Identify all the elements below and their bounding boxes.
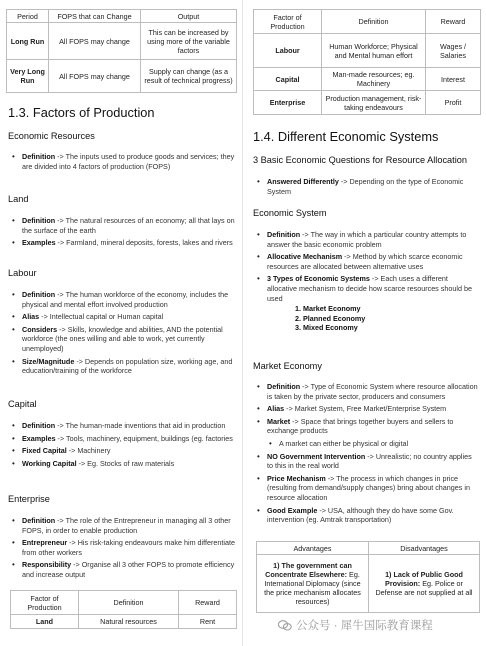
list-item: • Allocative Mechanism -> Method by which scarce economic resources are allocated between alternative uses (253, 252, 479, 271)
period-table-header: FOPS that can Change (49, 10, 141, 23)
reward-cell: Profit (426, 91, 481, 115)
factors-table-header: Definition (322, 10, 426, 34)
definition-cell: Man-made resources; eg. Machinery (322, 68, 426, 91)
factors-table-left (10, 590, 236, 629)
list-economic-resources (8, 152, 236, 174)
list-item: • Responsibility -> Organise all 3 other FOPS to promote efficiency and increase output (8, 560, 236, 579)
wechat-icon (278, 620, 292, 631)
heading-economic-system: Economic System (253, 208, 327, 218)
period-cell: Long Run (7, 23, 49, 60)
definition-cell: Natural resources (79, 615, 179, 629)
list-item: • Definition -> Type of Economic System where resource allocation is taken by the private sector, producers and consumers (253, 382, 479, 401)
list-item: • Good Example -> USA, although they do have some Gov. intervention (eg. Amtrak transportation) (253, 506, 479, 525)
reward-cell: Rent (179, 615, 237, 629)
list-item: • Examples -> Farmland, mineral deposits, forests, lakes and rivers (8, 238, 236, 248)
factors-table-right (253, 9, 480, 115)
factors-table-header: Definition (79, 591, 179, 615)
list-item: • Definition -> The role of the Entrepreneur in managing all 3 other FOPS, in order to enable production (8, 516, 236, 535)
list-item: • Fixed Capital -> Machinery (8, 446, 236, 456)
list-economic-system (253, 230, 479, 335)
reward-cell: Interest (426, 68, 481, 91)
list-item: • NO Government Intervention -> Unrealistic; no country applies to this in the real world (253, 452, 479, 471)
list-item: • Definition -> The way in which a particular country attempts to answer the basic economic problem (253, 230, 479, 249)
output-cell: This can be increased by using more of the variable factors (141, 23, 237, 60)
list-item: • Examples -> Tools, machinery, equipment, buildings (eg. factories (8, 434, 236, 444)
list-item: • Market -> Space that brings together buyers and sellers to exchange products (253, 417, 479, 436)
advantages-header: Advantages (257, 542, 369, 555)
economic-system-types (267, 304, 479, 332)
list-basic-questions (253, 177, 479, 199)
list-item: • 3 Types of Economic Systems -> Each uses a different allocative mechanism to decide how scarce resources should be used 1. Market Economy 2. Planned Economy 3. Mixed Economy (253, 274, 479, 332)
watermark-text: 公众号 · 犀牛国际教育课程 (296, 620, 433, 632)
disadvantages-header: Disadvantages (369, 542, 480, 555)
list-item: • Alias -> Market System, Free Market/Enterprise System (253, 404, 479, 414)
factor-cell: Capital (254, 68, 322, 91)
list-item: • Considers -> Skills, knowledge and abilities, AND the potential workforce (the ones willing and able to work, yet currently unemployed) (8, 325, 236, 354)
list-market-economy (253, 382, 479, 528)
period-table (6, 9, 236, 93)
period-table-header: Output (141, 10, 237, 23)
list-item: • Definition -> The natural resources of an economy; all that lays on the surface of the earth (8, 216, 236, 235)
column-divider (242, 0, 243, 646)
factors-table-header: Factor of Production (11, 591, 79, 615)
fops-cell: All FOPS may change (49, 60, 141, 93)
disadvantage-cell: 1) Lack of Public Good Provision: Eg. Police or Defense are not supplied at all (369, 555, 480, 613)
heading-land: Land (8, 194, 29, 204)
system-type: 1. Market Economy (303, 304, 479, 313)
reward-cell: Wages / Salaries (426, 34, 481, 68)
list-sub-item: • A market can either be physical or digital (253, 439, 479, 449)
output-cell: Supply can change (as a result of technical progress) (141, 60, 237, 93)
section-title-systems: 1.4. Different Economic Systems (253, 129, 439, 144)
heading-market-economy: Market Economy (253, 361, 322, 371)
advantages-table (256, 541, 479, 613)
heading-enterprise: Enterprise (8, 494, 50, 504)
factor-cell: Enterprise (254, 91, 322, 115)
list-item: • Definition -> The human-made inventions that aid in production (8, 421, 236, 431)
factors-table-header: Reward (426, 10, 481, 34)
factors-table-header: Factor of Production (254, 10, 322, 34)
system-type: 3. Mixed Economy (303, 323, 479, 332)
list-item: • Entrepreneur -> His risk-taking endeavours make him differentiate from other workers (8, 538, 236, 557)
system-type: 2. Planned Economy (303, 314, 479, 323)
list-land (8, 216, 236, 251)
factor-cell: Land (11, 615, 79, 629)
heading-labour: Labour (8, 268, 37, 278)
definition-cell: Human Workforce; Physical and Mental human effort (322, 34, 426, 68)
heading-economic-resources: Economic Resources (8, 131, 95, 141)
list-item: • Answered Differently -> Depending on the type of Economic System (253, 177, 479, 196)
heading-basic-questions: 3 Basic Economic Questions for Resource Allocation (253, 155, 467, 165)
fops-cell: All FOPS may change (49, 23, 141, 60)
list-item: • Definition -> The human workforce of the economy, includes the physical and mental effort involved production (8, 290, 236, 309)
factor-cell: Labour (254, 34, 322, 68)
list-item: • Alias -> Intellectual capital or Human capital (8, 312, 236, 322)
list-enterprise (8, 516, 236, 583)
list-item: • Definition -> The inputs used to produce goods and services; they are divided into 4 factors of production (FOPS) (8, 152, 236, 171)
heading-capital: Capital (8, 399, 37, 409)
section-title-factors: 1.3. Factors of Production (8, 105, 155, 120)
definition-cell: Production management, risk-taking endeavours (322, 91, 426, 115)
list-item: • Price Mechanism -> The process in which changes in price (resulting from demand/supply changes) bring about changes in resource allocation (253, 474, 479, 503)
list-capital (8, 421, 236, 471)
factors-table-header: Reward (179, 591, 237, 615)
period-table-header: Period (7, 10, 49, 23)
watermark (278, 617, 433, 633)
list-item: • Working Capital -> Eg. Stocks of raw materials (8, 459, 236, 469)
list-item: • Size/Magnitude -> Depends on population size, working age, and education/training of the workforce (8, 357, 236, 376)
advantage-cell: 1) The government can Concentrate Elsewhere: Eg. International Diplomacy (since the price mechanism allocates resources) (257, 555, 369, 613)
list-labour (8, 290, 236, 379)
period-cell: Very Long Run (7, 60, 49, 93)
